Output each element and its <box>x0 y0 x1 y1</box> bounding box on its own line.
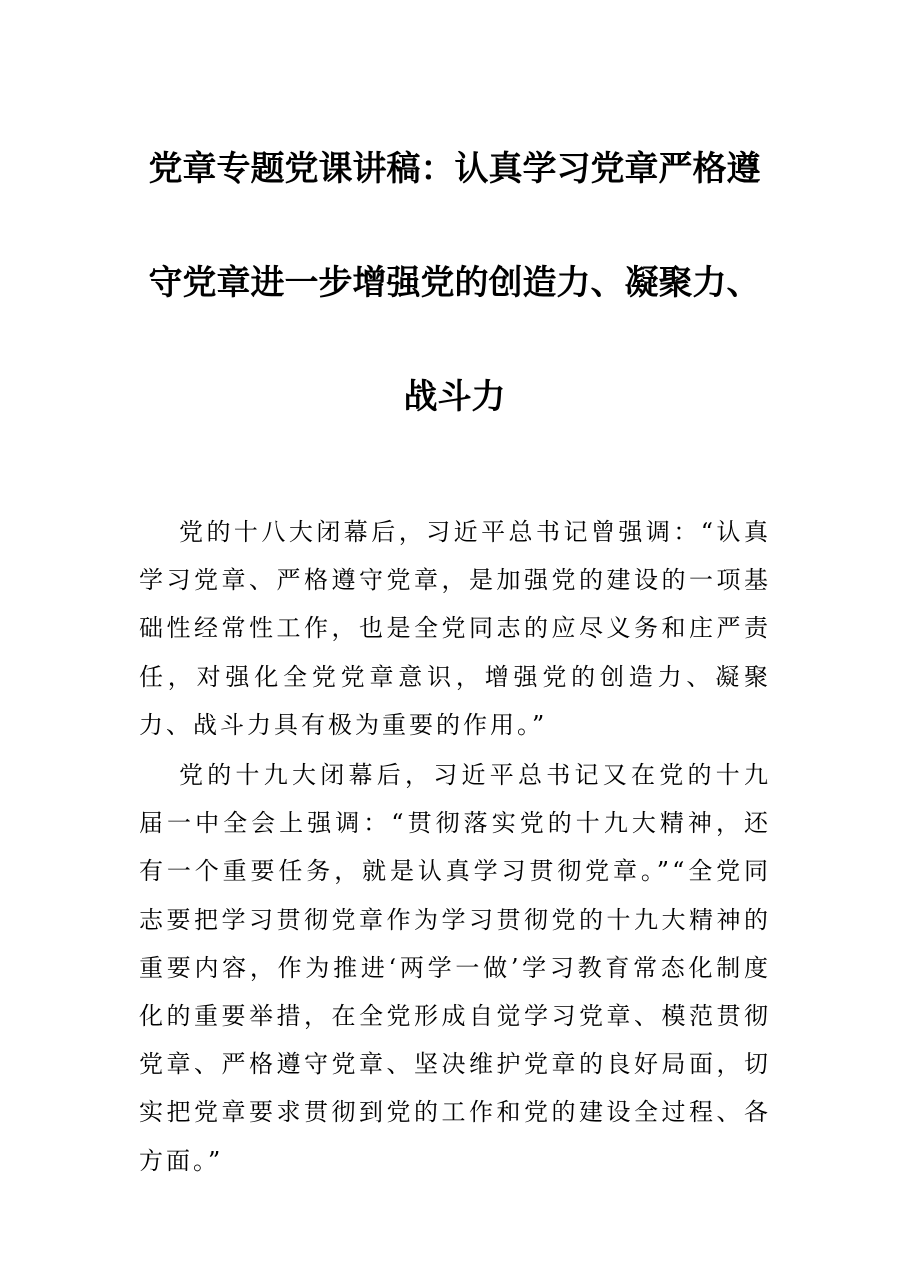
paragraph-2: 党的十九大闭幕后，习近平总书记又在党的十九届一中全会上强调：“贯彻落实党的十九大精神，还有一个重要任务，就是认真学习贯彻党章。”“全党同志要把学习贯彻党章作为学习贯彻党的十九大精神的重要内容，作为推进‘两学一做’学习教育常态化制度化的重要举措，在全党形成自觉学习党章、模范贯彻党章、严格遵守党章、坚决维护党章的良好局面，切实把党章要求贯彻到党的工作和党的建设全过程、各方面。” <box>139 761 771 1175</box>
title-line-1: 党章专题党课讲稿：认真学习党章严格遵 <box>148 149 761 189</box>
title-line-3: 战斗力 <box>403 377 506 417</box>
document-title <box>120 140 789 454</box>
paragraph-1: 党的十八大闭幕后，习近平总书记曾强调：“认真学习党章、严格遵守党章，是加强党的建设的一项基础性经常性工作，也是全党同志的应尽义务和庄严责任，对强化全党党章意识，增强党的创造力、凝聚力、战斗力具有极为重要的作用。” <box>139 518 771 739</box>
document-body <box>139 508 771 1185</box>
title-line-2: 守党章进一步增强党的创造力、凝聚力、 <box>148 263 761 303</box>
